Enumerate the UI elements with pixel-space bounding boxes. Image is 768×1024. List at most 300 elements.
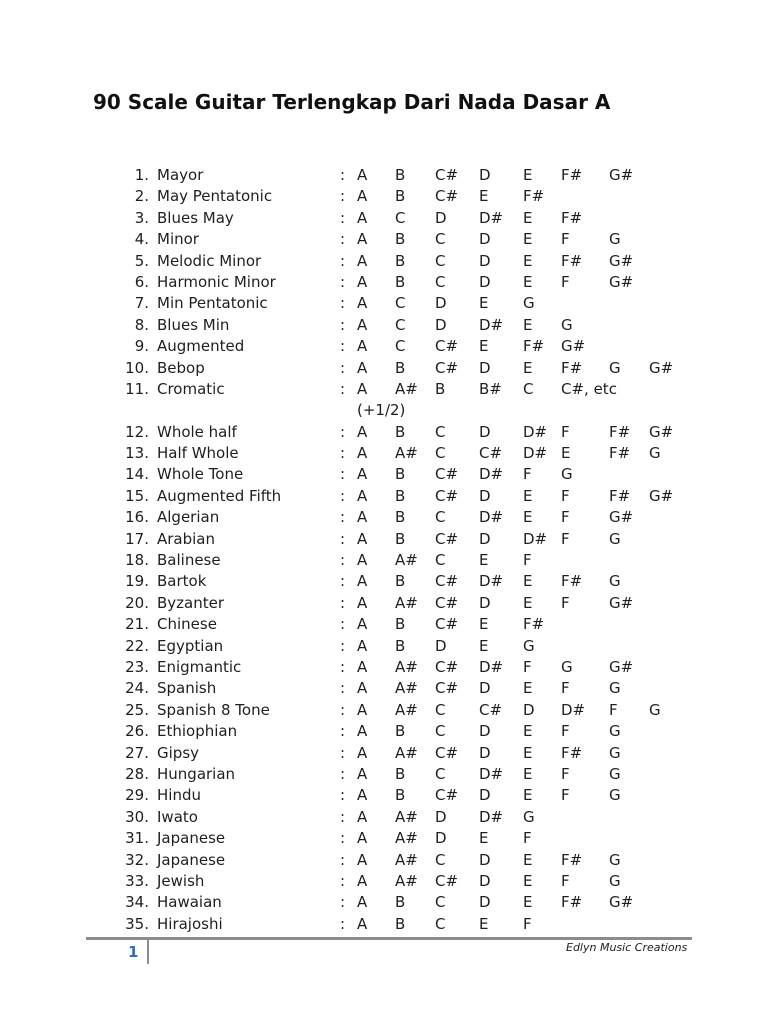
scale-name: Augmented Fifth (157, 486, 282, 505)
scale-name: Byzanter (157, 593, 225, 612)
scale-name: Algerian (157, 508, 220, 527)
scale-note: A (357, 722, 368, 741)
scale-note: F (523, 658, 532, 676)
scale-number: 25. (125, 700, 149, 719)
scale-note: G# (649, 486, 674, 505)
scale-name: Whole half (157, 422, 237, 441)
scale-note: D (479, 230, 491, 249)
scale-number: 28. (125, 764, 149, 783)
scale-note: F (523, 551, 532, 570)
scale-note: G (649, 700, 661, 719)
scale-note: F (523, 829, 532, 848)
scale-note: C# (435, 615, 459, 634)
scale-note: A# (395, 700, 418, 719)
scale-note: B (395, 529, 406, 548)
scale-name: Balinese (157, 551, 221, 570)
scale-note: D# (523, 422, 548, 441)
scale-note: A (357, 786, 368, 805)
scale-note: B (395, 187, 406, 206)
scale-number: 3. (134, 208, 149, 227)
scale-note: F (561, 593, 570, 612)
scale-note: G (609, 871, 621, 890)
scale-number: 30. (125, 807, 149, 826)
scale-note: A (357, 615, 368, 634)
scale-note: E (523, 486, 533, 505)
scale-note: A (357, 166, 368, 184)
scale-name: Melodic Minor (157, 251, 262, 270)
scale-note: F (561, 722, 570, 741)
scale-note: E (479, 337, 489, 356)
scale-note: F (561, 529, 570, 548)
scale-note: B (395, 722, 406, 741)
scale-note: G (609, 230, 621, 249)
scale-note: A (357, 893, 368, 912)
scale-note: F (561, 508, 570, 527)
scale-note: A (357, 486, 368, 505)
scale-note: A (357, 636, 368, 655)
scale-note: A (357, 508, 368, 527)
scale-note: E (523, 850, 533, 869)
scale-note: F (561, 230, 570, 249)
scale-note: A (357, 444, 368, 463)
scale-number: 4. (134, 230, 149, 249)
scale-name: Hirajoshi (157, 914, 223, 933)
scale-note: C# (435, 486, 459, 505)
scale-separator: : (340, 166, 346, 184)
scale-note: E (523, 272, 533, 291)
scale-number: 17. (125, 529, 149, 548)
scale-separator: : (340, 208, 346, 227)
scale-note: C# (479, 444, 503, 463)
scale-note: G# (609, 166, 634, 184)
scale-note: D (479, 893, 491, 912)
scale-note: E (523, 743, 533, 762)
scale-number: 7. (134, 294, 149, 313)
scale-note: C# (435, 593, 459, 612)
scale-note: C# (435, 187, 459, 206)
scale-name: Bebop (157, 358, 205, 377)
scale-name: Cromatic (157, 379, 225, 398)
scale-note: F# (561, 743, 583, 762)
scale-name: Chinese (157, 615, 217, 634)
scale-row (0, 871, 768, 892)
scale-note: D (479, 871, 491, 890)
scale-note: A# (395, 444, 418, 463)
scale-separator: : (340, 251, 346, 270)
scale-separator: : (340, 593, 346, 612)
scale-row (0, 657, 768, 678)
scale-note: G (523, 636, 535, 655)
footer-page-tick (147, 940, 149, 964)
scale-note: C (395, 337, 406, 356)
scale-note: (+1/2) (357, 401, 406, 420)
scale-note: D# (479, 208, 504, 227)
scale-note: E (479, 914, 489, 933)
scale-note: D# (479, 764, 504, 783)
scale-name: Japanese (157, 850, 226, 869)
scale-note: F (561, 764, 570, 783)
scale-note: E (523, 208, 533, 227)
scale-note: B (395, 251, 406, 270)
scale-note: G# (649, 422, 674, 441)
scale-separator: : (340, 615, 346, 634)
scale-row (0, 593, 768, 614)
scale-note: G (609, 358, 621, 377)
scale-note: A# (395, 551, 418, 570)
scale-note: E (523, 722, 533, 741)
scale-note: D (479, 166, 491, 184)
scale-name: Minor (157, 230, 199, 249)
scale-note: E (479, 294, 489, 313)
scale-row (0, 358, 768, 379)
scale-note: A (357, 658, 368, 676)
scale-note: C (435, 551, 446, 570)
scale-note: F# (561, 251, 583, 270)
scale-number: 13. (125, 444, 149, 463)
scale-number: 31. (125, 829, 149, 848)
scale-row (0, 443, 768, 464)
scale-note: D# (523, 529, 548, 548)
scale-note: D (479, 251, 491, 270)
scale-note: C (395, 315, 406, 334)
scale-note: C (435, 850, 446, 869)
scale-note: C (435, 764, 446, 783)
scale-name: Enigmantic (157, 658, 242, 676)
scale-note: F# (561, 850, 583, 869)
footer-credit: Edlyn Music Creations (566, 941, 688, 954)
scale-note: D# (479, 465, 504, 484)
scale-note: C# (435, 529, 459, 548)
scale-row (0, 336, 768, 357)
scale-note: E (523, 572, 533, 591)
scale-note: A (357, 829, 368, 848)
scale-name: Iwato (157, 807, 198, 826)
scale-number: 26. (125, 722, 149, 741)
scale-note: F# (561, 166, 583, 184)
scale-note: C# (435, 658, 459, 676)
scale-note: C# (435, 679, 459, 698)
scale-note: A (357, 679, 368, 698)
scale-note: G# (609, 272, 634, 291)
scale-separator: : (340, 807, 346, 826)
scale-note: D# (479, 572, 504, 591)
scale-note: A (357, 422, 368, 441)
scale-note: E (523, 786, 533, 805)
scale-note: A# (395, 807, 418, 826)
scale-note: A (357, 572, 368, 591)
scale-name: Spanish 8 Tone (157, 700, 270, 719)
scale-note: D (479, 358, 491, 377)
scale-separator: : (340, 871, 346, 890)
scale-note: A (357, 294, 368, 313)
scale-note: A (357, 807, 368, 826)
scale-note: D (435, 807, 447, 826)
scale-row (0, 550, 768, 571)
scale-separator: : (340, 914, 346, 933)
scale-note: B (395, 486, 406, 505)
scale-note: B (395, 465, 406, 484)
scale-note: D# (479, 807, 504, 826)
scale-separator: : (340, 743, 346, 762)
scale-note: C (435, 914, 446, 933)
scale-separator: : (340, 444, 346, 463)
scale-note: D (435, 208, 447, 227)
scale-note: G (609, 679, 621, 698)
scale-name: Half Whole (157, 444, 239, 463)
scale-name: Blues Min (157, 315, 230, 334)
scale-separator: : (340, 230, 346, 249)
scale-note: A# (395, 593, 418, 612)
scale-separator: : (340, 786, 346, 805)
scale-note: C (435, 508, 446, 527)
scale-note: F# (523, 337, 545, 356)
scale-note: B (395, 166, 406, 184)
scale-row (0, 700, 768, 721)
scale-note: E (479, 187, 489, 206)
scale-name: Harmonic Minor (157, 272, 276, 291)
scale-separator: : (340, 379, 346, 398)
scale-name: Japanese (157, 829, 226, 848)
scale-note: A (357, 764, 368, 783)
scale-note: C (435, 251, 446, 270)
footer-divider (86, 937, 692, 940)
scale-separator: : (340, 422, 346, 441)
scale-note: F (609, 700, 618, 719)
scale-note: F# (561, 572, 583, 591)
scale-note: B (395, 272, 406, 291)
scale-note: A# (395, 679, 418, 698)
scale-row (0, 315, 768, 336)
scale-row (0, 293, 768, 314)
scale-separator: : (340, 658, 346, 676)
scale-note: D (479, 422, 491, 441)
scale-note: E (523, 679, 533, 698)
scale-note: D (479, 486, 491, 505)
scale-separator: : (340, 893, 346, 912)
scale-number: 29. (125, 786, 149, 805)
scale-row (0, 422, 768, 443)
scale-separator: : (340, 272, 346, 291)
scale-note: A (357, 358, 368, 377)
scale-note: A# (395, 658, 418, 676)
scale-note: D# (479, 658, 504, 676)
scale-note: B (395, 358, 406, 377)
scale-row (0, 807, 768, 828)
scale-separator: : (340, 315, 346, 334)
scale-note: G (523, 807, 535, 826)
scale-number: 34. (125, 893, 149, 912)
scale-row (0, 785, 768, 806)
scale-row (0, 721, 768, 742)
page-title: 90 Scale Guitar Terlengkap Dari Nada Dasar A (93, 90, 611, 114)
scale-separator: : (340, 679, 346, 698)
scale-note: A (357, 914, 368, 933)
scale-separator: : (340, 358, 346, 377)
scale-note: E (523, 593, 533, 612)
scale-note: E (523, 251, 533, 270)
scale-row (0, 529, 768, 550)
scale-note: F (561, 786, 570, 805)
scale-note: E (561, 444, 571, 463)
scale-note: A# (395, 850, 418, 869)
scale-name: Mayor (157, 166, 204, 184)
scale-note: F# (609, 444, 631, 463)
scale-row (0, 914, 768, 935)
scale-note: D (479, 722, 491, 741)
scale-name: Bartok (157, 572, 207, 591)
scale-note: F# (609, 422, 631, 441)
scale-note: D (435, 829, 447, 848)
scale-note: G# (609, 593, 634, 612)
scale-number: 2. (134, 187, 149, 206)
scale-row (0, 764, 768, 785)
scale-note: E (523, 315, 533, 334)
scale-note: A (357, 208, 368, 227)
scale-note: D (479, 679, 491, 698)
scale-separator: : (340, 700, 346, 719)
scale-note: G# (609, 893, 634, 912)
scale-note: C# (435, 166, 459, 184)
scale-note: B (395, 893, 406, 912)
scale-number: 1. (134, 166, 149, 184)
scale-name: Whole Tone (157, 465, 244, 484)
scale-note: F# (609, 486, 631, 505)
scale-name: Arabian (157, 529, 216, 548)
scale-note: C (395, 294, 406, 313)
scale-note: E (479, 615, 489, 634)
scale-number: 27. (125, 743, 149, 762)
scale-note: A (357, 315, 368, 334)
scale-note: F (561, 679, 570, 698)
scale-number: 15. (125, 486, 149, 505)
scale-note: E (523, 893, 533, 912)
scale-note: B (395, 422, 406, 441)
scale-note: A (357, 529, 368, 548)
scale-note: C# (479, 700, 503, 719)
scale-note: C (523, 379, 534, 398)
scale-number: 21. (125, 615, 149, 634)
scale-row (0, 229, 768, 250)
scale-number: 5. (134, 251, 149, 270)
scale-note: A# (395, 871, 418, 890)
scale-note: C# (435, 358, 459, 377)
scale-note: F (561, 486, 570, 505)
scale-separator: : (340, 829, 346, 848)
scale-note: C (435, 700, 446, 719)
scale-number: 9. (134, 337, 149, 356)
scale-row (0, 678, 768, 699)
scale-note: G (609, 722, 621, 741)
scale-note: E (479, 551, 489, 570)
scale-note: G (609, 572, 621, 591)
scale-list (0, 165, 768, 935)
scale-row (0, 892, 768, 913)
page-number: 1 (128, 943, 139, 961)
scale-note: C# (435, 572, 459, 591)
scale-separator: : (340, 529, 346, 548)
scale-note: A (357, 850, 368, 869)
scale-note: C (435, 444, 446, 463)
scale-note: C (435, 422, 446, 441)
scale-note: G (609, 529, 621, 548)
scale-row (0, 850, 768, 871)
scale-note: A (357, 871, 368, 890)
scale-note: E (523, 166, 533, 184)
scale-note: D (479, 272, 491, 291)
scale-number: 23. (125, 658, 149, 676)
scale-separator: : (340, 850, 346, 869)
scale-number: 19. (125, 572, 149, 591)
scale-note: E (523, 764, 533, 783)
scale-note: D# (561, 700, 586, 719)
scale-note: A (357, 743, 368, 762)
scale-separator: : (340, 294, 346, 313)
scale-note: C#, etc (561, 379, 617, 398)
scale-separator: : (340, 636, 346, 655)
scale-number: 6. (134, 272, 149, 291)
scale-note: E (523, 230, 533, 249)
scale-separator: : (340, 764, 346, 783)
scale-note: E (479, 636, 489, 655)
scale-row (0, 186, 768, 207)
scale-note: A (357, 187, 368, 206)
scale-number: 8. (134, 315, 149, 334)
scale-note: B (395, 764, 406, 783)
scale-note: C# (435, 337, 459, 356)
scale-name: Ethiophian (157, 722, 238, 741)
scale-name: Hindu (157, 786, 201, 805)
scale-note: B (395, 914, 406, 933)
scale-note: B (395, 230, 406, 249)
scale-note: F# (523, 615, 545, 634)
scale-note: G (609, 743, 621, 762)
scale-note: G# (609, 658, 634, 676)
scale-note: G (561, 465, 573, 484)
scale-name: May Pentatonic (157, 187, 273, 206)
scale-name: Augmented (157, 337, 245, 356)
scale-note: B (395, 786, 406, 805)
scale-number: 32. (125, 850, 149, 869)
scale-note: A (357, 465, 368, 484)
scale-note: D# (479, 315, 504, 334)
scale-note: D (523, 700, 535, 719)
scale-note: C# (435, 743, 459, 762)
scale-note: G (649, 444, 661, 463)
scale-number: 11. (125, 379, 149, 398)
scale-note: D# (479, 508, 504, 527)
scale-note: C (435, 272, 446, 291)
scale-note: A (357, 251, 368, 270)
scale-name: Blues May (157, 208, 234, 227)
scale-name: Hungarian (157, 764, 236, 783)
scale-note: C (435, 893, 446, 912)
scale-note: G# (649, 358, 674, 377)
scale-note: F# (523, 187, 545, 206)
scale-note: A (357, 593, 368, 612)
scale-note: C# (435, 786, 459, 805)
scale-note: B (395, 508, 406, 527)
scale-row (0, 486, 768, 507)
scale-row (0, 614, 768, 635)
scale-note: B (395, 636, 406, 655)
scale-note: C# (435, 871, 459, 890)
scale-note: F# (561, 208, 583, 227)
scale-note: A# (395, 379, 418, 398)
scale-separator: : (340, 486, 346, 505)
scale-note: G# (609, 508, 634, 527)
scale-name: Min Pentatonic (157, 294, 268, 313)
scale-row (0, 571, 768, 592)
